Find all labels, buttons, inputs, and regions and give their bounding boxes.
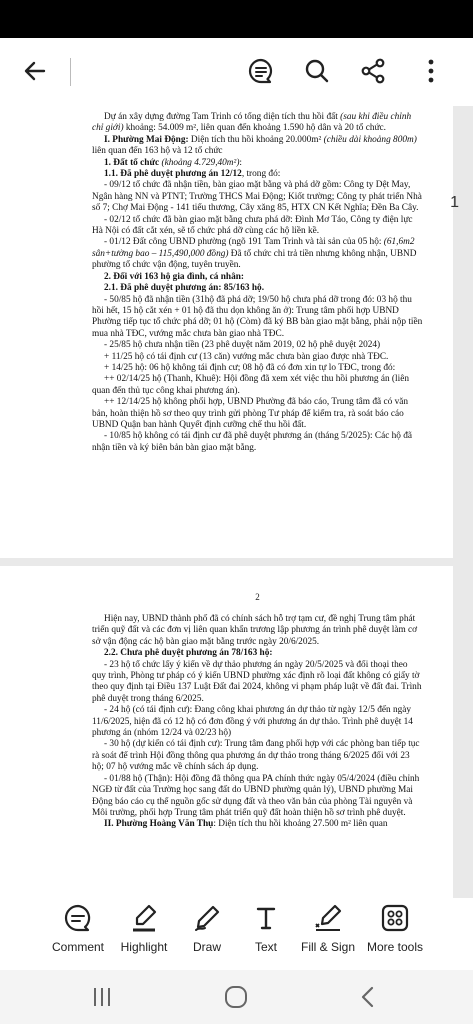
system-navigation-bar: [0, 970, 473, 1024]
page1-paragraph: - 02/12 tổ chức đã bàn giao mặt bằng chưa phá dỡ: Đình Mơ Táo, Công ty điện lực Hà Nội có đất cắt xén, sẽ tổ chức phá dỡ cùng các hộ liền kề.: [92, 214, 413, 237]
search-button[interactable]: [294, 48, 340, 94]
nav-back-button[interactable]: [348, 980, 388, 1014]
recents-icon: [91, 986, 113, 1008]
pdf-page-2: [0, 566, 453, 898]
comment-label: Comment: [51, 940, 104, 954]
page-indicator[interactable]: 1: [450, 194, 459, 211]
document-viewer[interactable]: [0, 106, 473, 898]
page1-paragraph: ++ 12/14/25 hộ không phối hợp, UBND Phường đã báo cáo, Trung tâm đã có văn bản, hoàn thiện hồ sơ theo quy trình gửi phòng Tư pháp để kiểm tra, rà soát báo cáo UBND Quận ban hành Quyết định cưỡng chế thu hồi đất.: [92, 397, 408, 430]
share-icon: [360, 58, 386, 84]
more-tools-label: More tools: [366, 940, 424, 954]
fill-sign-icon: [313, 903, 343, 933]
page1-paragraph: - 50/85 hộ đã nhận tiền (31hộ đã phá dỡ; 19/50 hộ chưa phá dỡ trong đó: 03 hộ thu hồi hết, 15 hộ cắt xén + 01 hộ đã thu dọn không ăn ở): Trung tâm phối hợp UBND Phường tiếp tục tổ chức phá dỡ; 01 hộ (Còm) đã ký BB bàn giao mặt bằng, phải nộp tiền mua nhà TĐC, vướng mắc chưa bàn giao nhà TĐC.: [92, 294, 423, 339]
page1-paragraph: - 10/85 hộ không có tái định cư đã phê duyệt phương án (tháng 5/2025): Các hộ đã nhận tiền và ký biên bản bàn giao mặt bằng.: [92, 431, 413, 453]
draw-icon: [192, 903, 222, 933]
home-icon: [224, 985, 248, 1009]
page1-paragraph: - 01/12 Đất công UBND phường (ngõ 191 Tam Trinh và tài sản của 05 hộ: (61,6m2 sân+tường bao – 115,490,000 đồng) Đã tổ chức chi trả tiền nhưng không nhận, UBND phường tổ chức vận động, tuyên truyền.: [92, 237, 417, 271]
page1-paragraph: 1. Đất tổ chức (khoảng 4.729,40m²):: [104, 157, 243, 168]
page1-paragraph: + 14/25 hộ: 06 hộ không tái định cư; 08 hộ đã có đơn xin tự lo TĐC, trong đó:: [104, 362, 396, 373]
page-number: 2: [255, 592, 260, 602]
page1-paragraph: - 09/12 tổ chức đã nhận tiền, bàn giao mặt bằng và phá dỡ gồm: Công ty Dệt May, Ngân hàng NN và PTNT; Trường THCS Mai Động; Kiốt trường; Công ty phát triển Nhà số 7; Chợ Mai Động - 141 tiểu thương, Cây xăng 85, HTX CN Kết Nghĩa; Đền Ba Cây.: [92, 180, 422, 214]
comment-tool[interactable]: [42, 898, 114, 970]
back-button[interactable]: [12, 48, 58, 94]
annotation-button[interactable]: [238, 48, 284, 94]
page1-paragraph: Dự án xây dựng đường Tam Trinh có tổng diện tích thu hồi đất (sau khi điều chỉnh chỉ giới) khoảng: 54.009 m², liên quan đến khoảng 1.590 hộ dân và 20 tổ chức.: [92, 112, 412, 134]
more-vertical-icon: [426, 58, 436, 84]
annotation-icon: [247, 57, 275, 85]
page-1-content: [92, 112, 423, 454]
page2-paragraph: - 23 hộ tổ chức lấy ý kiến về dự thảo phương án ngày 20/5/2025 và đối thoại theo quy trình, Phòng tư pháp có ý kiến UBND phường xác định rõ loại đất không có giấy tờ theo quy định tại Điều 137 Luật Đất đai 2024, không vi phạm pháp luật về đất đai. Trình phê duyệt trong tháng 6/2025.: [92, 659, 422, 704]
more-tools-icon: [380, 903, 410, 933]
toolbar-divider: [70, 58, 71, 86]
share-button[interactable]: [350, 48, 396, 94]
page1-paragraph: I. Phường Mai Động: Diện tích thu hồi khoảng 20.000m² (chiều dài khoảng 800m) liên quan đến 163 hộ và 12 tổ chức: [92, 134, 417, 157]
page2-paragraph: 2.2. Chưa phê duyệt phương án 78/163 hộ:: [104, 648, 273, 659]
page1-paragraph: 2.1. Đã phê duyệt phương án: 85/163 hộ.: [104, 283, 265, 294]
status-bar: [0, 0, 473, 38]
bottom-tools-bar: [0, 898, 473, 970]
draw-label: Draw: [192, 940, 221, 954]
highlight-label: Highlight: [120, 940, 168, 954]
page1-paragraph: + 11/25 hộ có tái định cư (13 căn) vướng mắc chưa bàn giao được nhà TĐC.: [104, 351, 389, 362]
page-2-content: [92, 614, 423, 831]
page2-paragraph: - 30 hộ (dự kiến có tái định cư): Trung tâm đang phối hợp với các phòng ban tiếp tục rà soát để trình Hội đồng thông qua phương án dự thảo trong tháng 6/2025 đối với 23 hộ; 07 hộ vướng mắc về chính sách áp dụng.: [92, 739, 420, 773]
text-icon: [251, 903, 281, 933]
top-toolbar: [0, 38, 473, 106]
more-tools-tool[interactable]: [359, 898, 431, 970]
arrow-left-icon: [22, 58, 48, 84]
page2-paragraph: - 01/88 hộ (Thận): Hội đồng đã thông qua PA chính thức ngày 05/4/2024 (điều chỉnh NGĐ từ đất của Trường học sang đất do UBND phường quản lý), UBND phường Mai Động báo cáo cụ thể nguồn gốc sử dụng đất và theo văn bản của phòng Tài nguyên và Môi trường, phối hợp Trung tâm phát triển quỹ đất hoàn thiện hồ sơ trình phê duyệt.: [92, 773, 420, 818]
more-options-button[interactable]: [408, 48, 454, 94]
page1-paragraph: - 25/85 hộ chưa nhận tiền (23 phê duyệt năm 2019, 02 hộ phê duyệt 2024): [104, 340, 381, 351]
text-label: Text: [254, 940, 277, 954]
fill-sign-tool[interactable]: [292, 898, 364, 970]
page2-paragraph: - 24 hộ (có tái định cư): Đang công khai phương án dự thảo từ ngày 12/5 đến ngày 11/6/2025, hiện đã có 12 hộ có đơn đồng ý với phương án dự thảo. Trình phê duyệt 14 phương án (nhóm 12/24 và 02/23 hộ): [92, 705, 413, 739]
highlight-icon: [129, 903, 159, 933]
page1-paragraph: 2. Đối với 163 hộ gia đình, cá nhân:: [104, 271, 244, 282]
page1-paragraph: 1.1. Đã phê duyệt phương án 12/12, trong đó:: [104, 169, 281, 180]
recents-button[interactable]: [82, 980, 122, 1014]
nav-back-icon: [358, 986, 378, 1008]
comment-icon: [63, 903, 93, 933]
home-button[interactable]: [216, 980, 256, 1014]
page2-paragraph: II. Phường Hoàng Văn Thụ: Diện tích thu hồi khoảng 27.500 m² liên quan: [104, 819, 388, 830]
pdf-page-1: [0, 106, 453, 558]
highlight-tool[interactable]: [108, 898, 180, 970]
page1-paragraph: ++ 02/14/25 hộ (Thanh, Khuê): Hội đồng đã xem xét việc thu hồi phương án (liên quan đến thủ tục công khai phương án).: [92, 374, 409, 396]
search-icon: [304, 58, 330, 84]
fill-sign-label: Fill & Sign: [300, 940, 356, 954]
page2-paragraph: Hiện nay, UBND thành phố đã có chính sách hỗ trợ tạm cư, đề nghị Trung tâm phát triển quỹ đất và các đơn vị liên quan khẩn trương lập phương án trình phê duyệt làm cơ sở vận động các hộ bàn giao mặt bằng trước ngày 20/6/2025.: [92, 614, 418, 647]
